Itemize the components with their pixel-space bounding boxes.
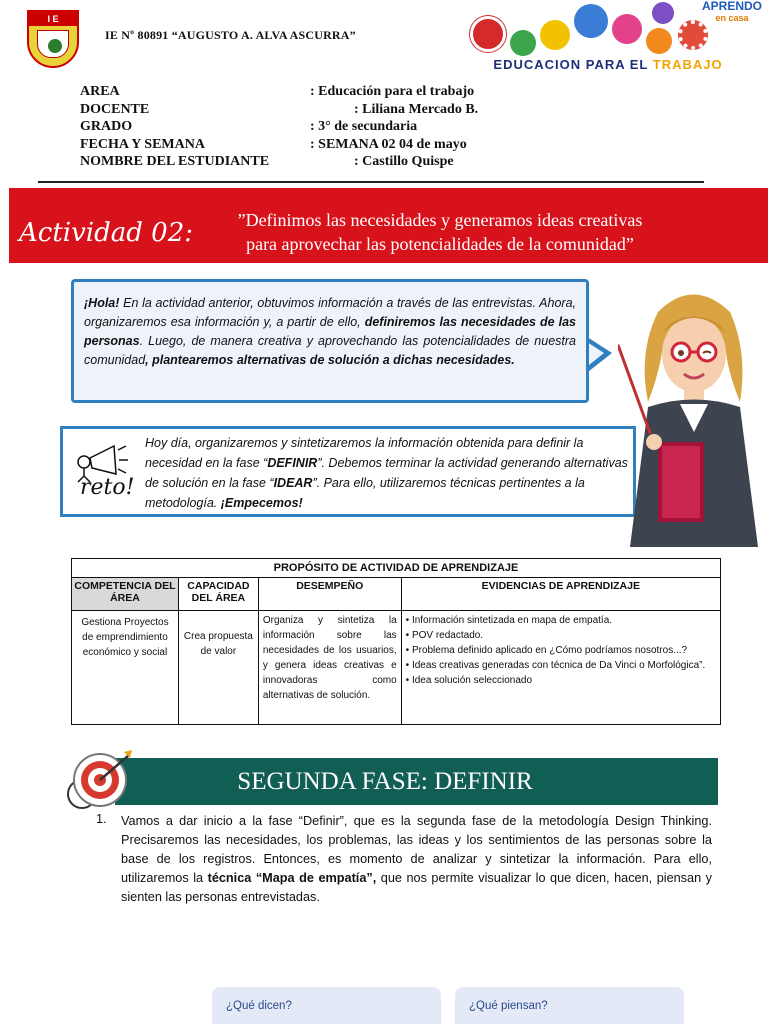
bubble-bold-1: definiremos las necesidades de las personas [84, 315, 577, 348]
info-row [80, 101, 580, 119]
info-value: : SEMANA 02 04 de mayo [310, 136, 467, 152]
reto-bold-definir: DEFINIR [267, 456, 318, 470]
cell-desempeno: Organiza y sintetiza la información sobre las necesidades de los usuarios, y genera ideas creativas e innovadoras como alternativas de solución. [258, 611, 401, 725]
activity-label: Actividad 02: [19, 218, 194, 248]
crest-shield [37, 30, 69, 58]
evidence-item: • Ideas creativas generadas con técnica de Da Vinci o Morfológica”. [406, 658, 716, 673]
bubble-text-2: . Luego, de manera creativa y aprovechando las potencialidades de nuestra comunidad [84, 334, 576, 367]
paragraph-text-b: que nos permite visualizar lo que dicen, hacen, piensan y sienten las personas entrevistadas. [121, 871, 712, 904]
logo-badge-pink [612, 14, 642, 44]
cell-capacidad: Crea propuesta de valor [178, 611, 258, 725]
aprendo-en-casa-logo [702, 0, 762, 24]
info-key: AREA [80, 84, 120, 99]
teacher-illustration [618, 282, 768, 547]
header-desempeno: DESEMPEÑO [258, 578, 401, 611]
reto-text-3: ”. Para ello, utilizaremos técnicas pertinentes a la metodología. [145, 476, 585, 510]
header-competencia: COMPETENCIA DEL ÁREA [72, 578, 179, 611]
logo-badge-red [470, 16, 506, 52]
empathy-card-dicen [212, 987, 441, 1024]
activity-title-line2: para aprovechar las potencialidades de la comunidad” [246, 234, 634, 254]
info-key: DOCENTE [80, 101, 150, 117]
education-banner-left: EDUCACION PARA EL [493, 57, 649, 72]
header-capacidad: CAPACIDAD DEL ÁREA [178, 578, 258, 611]
crest-band: I E [29, 12, 77, 26]
paragraph-text-a: Vamos a dar inicio a la fase “Definir”, que es la segunda fase de la metodología Design Thinking. Precisaremos las necesidades, los problemas, las ideas y los sentimientos de las personas sobre la base de los registros. Entonces, es momento de analizar y sintetizar la información. Para ello, utilizaremos la [121, 814, 712, 885]
reto-bold-empecemos: ¡Empecemos! [220, 496, 303, 510]
logo-badge-purple [652, 2, 674, 24]
info-value: : Educación para el trabajo [310, 84, 475, 99]
bubble-bold-2: , plantearemos alternativas de solución a dichas necesidades. [145, 353, 515, 367]
info-divider [38, 181, 704, 183]
intro-speech-bubble [71, 279, 589, 403]
paragraph-number: 1. [96, 812, 107, 826]
challenge-text [145, 433, 630, 513]
logo-badge-green [510, 30, 536, 56]
info-key: GRADO [80, 119, 133, 134]
logo-badge-orange [646, 28, 672, 54]
purpose-table-title: PROPÓSITO DE ACTIVIDAD DE APRENDIZAJE [72, 559, 721, 578]
paragraph-bold: técnica “Mapa de empatía”, [207, 871, 377, 885]
purpose-table [71, 558, 721, 725]
hola-greeting: ¡Hola! [84, 296, 120, 310]
logo-badge-gear [678, 20, 708, 50]
empathy-card-piensan [455, 987, 684, 1024]
evidence-item: • Idea solución seleccionado [406, 673, 716, 688]
evidence-list [406, 613, 716, 688]
reto-bold-idear: IDEAR [273, 476, 313, 490]
aprendo-text: APRENDO [701, 0, 762, 13]
student-info [80, 83, 580, 171]
header-evidencias: EVIDENCIAS DE APRENDIZAJE [401, 578, 720, 611]
info-row [80, 83, 580, 101]
logo-badge-blue [574, 4, 608, 38]
info-row [80, 153, 580, 171]
reto-word: reto! [80, 475, 135, 500]
education-banner [472, 57, 744, 73]
education-logo [462, 0, 768, 78]
cell-evidencias [401, 611, 720, 725]
evidence-item: • POV redactado. [406, 628, 716, 643]
info-value: : 3° de secundaria [310, 119, 418, 134]
evidence-item: • Problema definido aplicado en ¿Cómo podríamos nosotros...? [406, 643, 716, 658]
school-crest-logo [27, 10, 79, 68]
logo-badge-yellow [540, 20, 570, 50]
cell-competencia: Gestiona Proyectos de emprendimiento económico y social [72, 611, 179, 725]
info-row [80, 118, 580, 136]
target-clock-icon [60, 748, 138, 816]
reto-text-2: ”. Debemos terminar la actividad generando alternativas de solución en la fase “ [145, 456, 628, 490]
phase-title: SEGUNDA FASE: DEFINIR [237, 768, 533, 795]
info-value: : Castillo Quispe [354, 154, 454, 169]
activity-title [190, 208, 690, 256]
education-banner-right: TRABAJO [652, 57, 723, 72]
evidence-item: • Información sintetizada en mapa de empatía. [406, 613, 716, 628]
info-value: : Liliana Mercado B. [354, 101, 479, 117]
empathy-card-label: ¿Qué piensan? [469, 1000, 548, 1012]
activity-title-line1: ”Definimos las necesidades y generamos ideas creativas [237, 210, 643, 230]
info-key: FECHA Y SEMANA [80, 136, 205, 152]
paragraph-body [121, 812, 712, 907]
en-casa-text: en casa [715, 13, 749, 23]
info-key: NOMBRE DEL ESTUDIANTE [80, 154, 270, 169]
bubble-text-1: En la actividad anterior, obtuvimos información a través de las entrevistas. Ahora, organizaremos esa información y, a partir de ello, [84, 296, 576, 329]
info-row [80, 136, 580, 154]
school-name: IE Nº 80891 “AUGUSTO A. ALVA ASCURRA” [105, 28, 356, 42]
reto-text-1: Hoy día, organizaremos y sintetizaremos la información obtenida para definir la necesidad en la fase “ [145, 436, 584, 470]
empathy-card-label: ¿Qué dicen? [226, 1000, 292, 1012]
